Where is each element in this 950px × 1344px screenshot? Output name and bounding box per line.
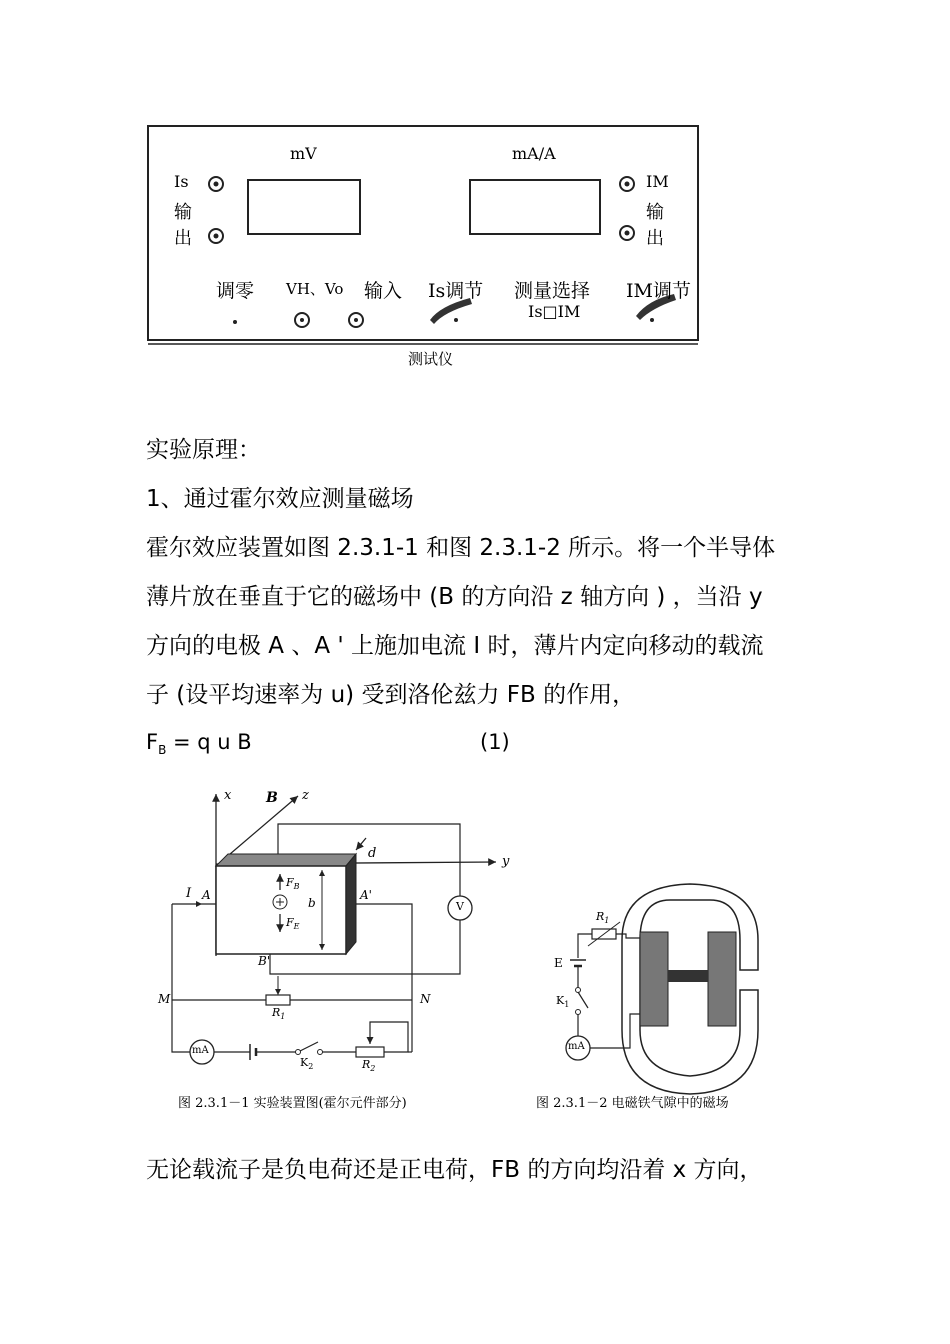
mv-display	[248, 180, 360, 234]
input-label: 输入	[364, 280, 403, 302]
thickness-d-label: d	[368, 846, 377, 861]
ma-display	[470, 180, 600, 234]
force-fb-label	[286, 876, 300, 891]
r2-label	[362, 1058, 375, 1073]
fig2-k1-main: K	[556, 994, 565, 1007]
formula-f: F	[146, 730, 159, 754]
is-output-symbol: Is	[174, 172, 189, 191]
fig2-r1-label	[596, 910, 609, 925]
k2-main: K	[300, 1056, 309, 1069]
paragraph-line-3: 方向的电极 A 、A ' 上施加电流 I 时，薄片内定向移动的载流	[146, 633, 764, 659]
axis-y-label: y	[502, 854, 510, 869]
milliammeter-label: mA	[192, 1045, 209, 1056]
zero-label: 调零	[216, 280, 255, 302]
paragraph-bottom: 无论载流子是负电荷还是正电荷，FB 的方向均沿着 x 方向，	[146, 1157, 763, 1183]
figure-hall-apparatus	[150, 786, 520, 1116]
r2-main: R	[362, 1058, 371, 1071]
current-i-label: I	[186, 886, 192, 901]
vh-vo-label: VH、Vo	[286, 280, 344, 298]
r1-sub: 1	[280, 1012, 286, 1022]
is-output-text1: 输	[174, 202, 192, 223]
b-field-label: B	[266, 790, 278, 806]
fig2-milliammeter-label: mA	[568, 1041, 585, 1052]
formula-sub: B	[158, 743, 167, 758]
paragraph-line-1: 霍尔效应装置如图 2.3.1-1 和图 2.3.1-2 所示。将一个半导体	[146, 535, 776, 561]
tester-caption: 测试仪	[408, 350, 454, 368]
paragraph-line-4: 子 (设平均速率为 u) 受到洛伦兹力 FB 的作用，	[146, 682, 636, 708]
section-heading: 实验原理：	[146, 437, 261, 463]
im-output-terminal-top[interactable]	[620, 177, 634, 191]
tester-panel-figure	[140, 120, 710, 370]
fb-main: F	[286, 876, 294, 889]
fb-sub: B	[293, 882, 300, 892]
electrode-b-prime-label: B'	[258, 954, 271, 968]
r2-rheostat	[356, 1047, 384, 1057]
formula-number: (1)	[480, 730, 510, 754]
fig2-k1-label	[556, 994, 569, 1009]
fig2-r1-main: R	[596, 910, 605, 923]
zero-knob[interactable]	[233, 320, 237, 324]
tester-panel-drawing	[140, 120, 710, 370]
vo-terminal[interactable]	[349, 313, 363, 327]
paragraph-line-2: 薄片放在垂直于它的磁场中 (B 的方向沿 z 轴方向 ) ，当沿 y	[146, 584, 763, 610]
r1-main: R	[272, 1006, 281, 1019]
formula-1	[146, 730, 252, 757]
force-fe-label	[286, 916, 299, 931]
is-adjust-label: Is调节	[428, 280, 484, 302]
figure-2-caption: 图 2.3.1－2 电磁铁气隙中的磁场	[536, 1096, 729, 1111]
electrode-a-prime-label: A'	[360, 888, 372, 902]
fe-main: F	[286, 916, 294, 929]
is-output-text2: 出	[174, 228, 192, 249]
fig2-e-label: E	[554, 956, 563, 970]
figure-1-caption: 图 2.3.1－1 实验装置图(霍尔元件部分)	[178, 1096, 407, 1111]
electromagnet-drawing	[530, 880, 800, 1116]
node-m-label: M	[158, 992, 171, 1006]
electrode-a-label: A	[202, 888, 211, 902]
select-label: 测量选择	[514, 280, 591, 302]
r1-resistor	[266, 995, 290, 1005]
im-output-symbol: IM	[646, 172, 669, 191]
figure-electromagnet	[530, 880, 800, 1116]
im-output-terminal-bottom[interactable]	[620, 226, 634, 240]
k2-switch	[300, 1042, 318, 1051]
k2-label	[300, 1056, 313, 1071]
fe-sub: E	[293, 922, 300, 932]
r1-label	[272, 1006, 285, 1021]
node-n-label: N	[420, 992, 431, 1006]
is-output-terminal-bottom[interactable]	[209, 229, 223, 243]
r2-sub: 2	[370, 1064, 376, 1074]
hall-apparatus-drawing	[150, 786, 520, 1116]
select-sub-label: Is□IM	[528, 302, 581, 321]
fig2-k1-sub: 1	[564, 1000, 570, 1010]
vh-terminal[interactable]	[295, 313, 309, 327]
axis-x-label: x	[224, 788, 232, 803]
width-b-label: b	[308, 896, 316, 910]
im-output-text2: 出	[646, 228, 664, 249]
im-adjust-label: IM调节	[626, 280, 691, 302]
formula-rest: = q u B	[166, 730, 252, 754]
mv-label: mV	[290, 144, 317, 163]
fig2-r1-sub: 1	[604, 916, 610, 926]
voltmeter-label: V	[456, 900, 464, 913]
k2-sub: 2	[308, 1062, 314, 1072]
subsection-heading: 1、通过霍尔效应测量磁场	[146, 486, 414, 512]
im-output-text1: 输	[646, 202, 664, 223]
axis-z-label: z	[302, 788, 309, 803]
is-output-terminal-top[interactable]	[209, 177, 223, 191]
ma-label: mA/A	[512, 144, 556, 163]
